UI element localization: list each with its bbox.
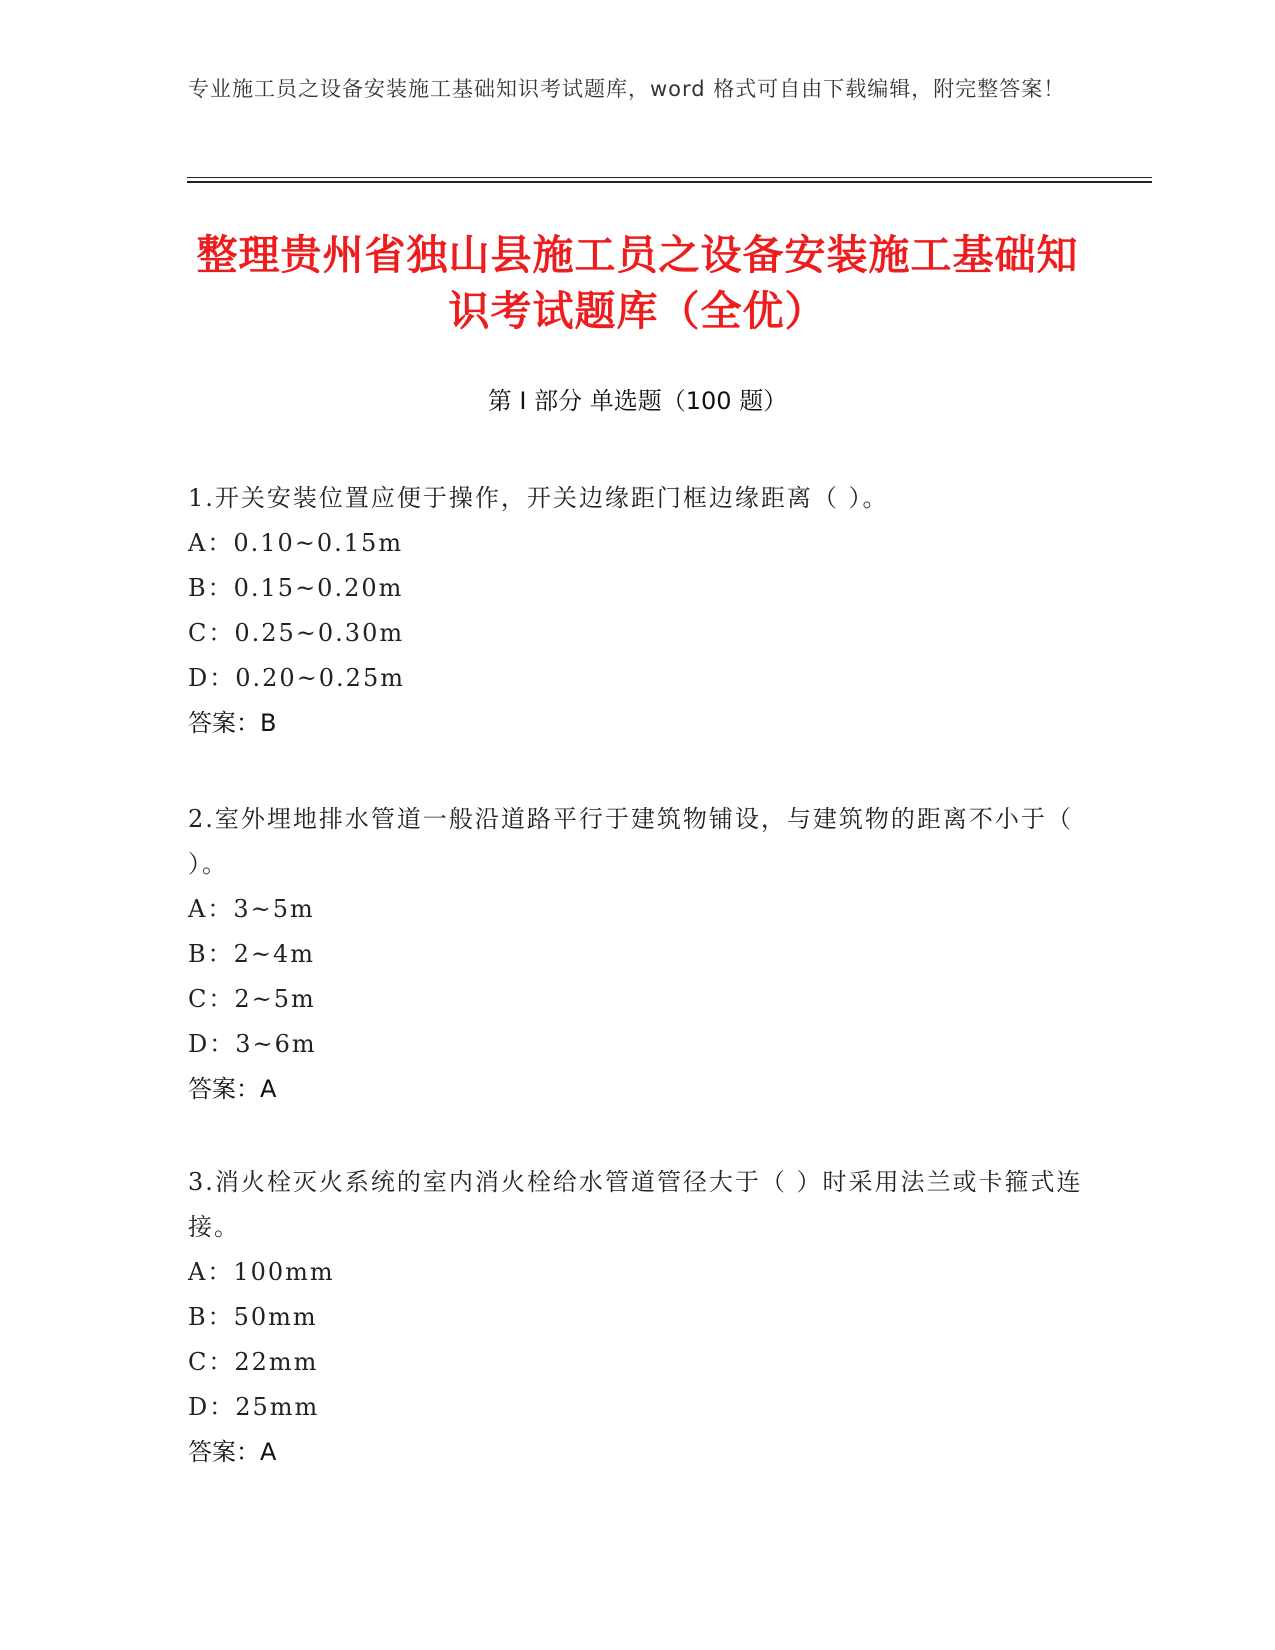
- header-divider-thin: [187, 177, 1152, 178]
- header-divider-thick: [187, 181, 1152, 183]
- question-1: [188, 476, 1088, 746]
- answer: 答案：A: [188, 1075, 277, 1103]
- question-3: [188, 1160, 1088, 1475]
- option-b: B：50mm: [188, 1303, 318, 1331]
- question-2: [188, 797, 1088, 1112]
- option-c: C：22mm: [188, 1348, 319, 1376]
- question-stem: 3.消火栓灭火系统的室内消火栓给水管道管径大于（ ）时采用法兰或卡箍式连接。: [188, 1168, 1083, 1241]
- header-intro: 专业施工员之设备安装施工基础知识考试题库，word 格式可自由下载编辑，附完整答案！: [188, 77, 1066, 101]
- option-a: A：0.10~0.15m: [188, 529, 404, 557]
- answer: 答案：A: [188, 1438, 277, 1466]
- question-stem: 1.开关安装位置应便于操作，开关边缘距门框边缘距离（ ）。: [188, 484, 889, 512]
- document-title: 整理贵州省独山县施工员之设备安装施工基础知识考试题库（全优）: [196, 231, 1079, 335]
- question-stem: 2.室外埋地排水管道一般沿道路平行于建筑物铺设，与建筑物的距离不小于（ ）。: [188, 805, 1073, 878]
- option-c: C：0.25~0.30m: [188, 619, 405, 647]
- option-b: B：0.15~0.20m: [188, 574, 404, 602]
- option-a: A：3~5m: [188, 895, 315, 923]
- option-d: D：0.20~0.25m: [188, 664, 405, 692]
- option-b: B：2~4m: [188, 940, 316, 968]
- option-d: D：25mm: [188, 1393, 320, 1421]
- section-heading: 第 I 部分 单选题（100 题）: [487, 387, 788, 415]
- option-d: D：3~6m: [188, 1030, 317, 1058]
- option-c: C：2~5m: [188, 985, 316, 1013]
- option-a: A：100mm: [188, 1258, 335, 1286]
- answer: 答案：B: [188, 709, 277, 737]
